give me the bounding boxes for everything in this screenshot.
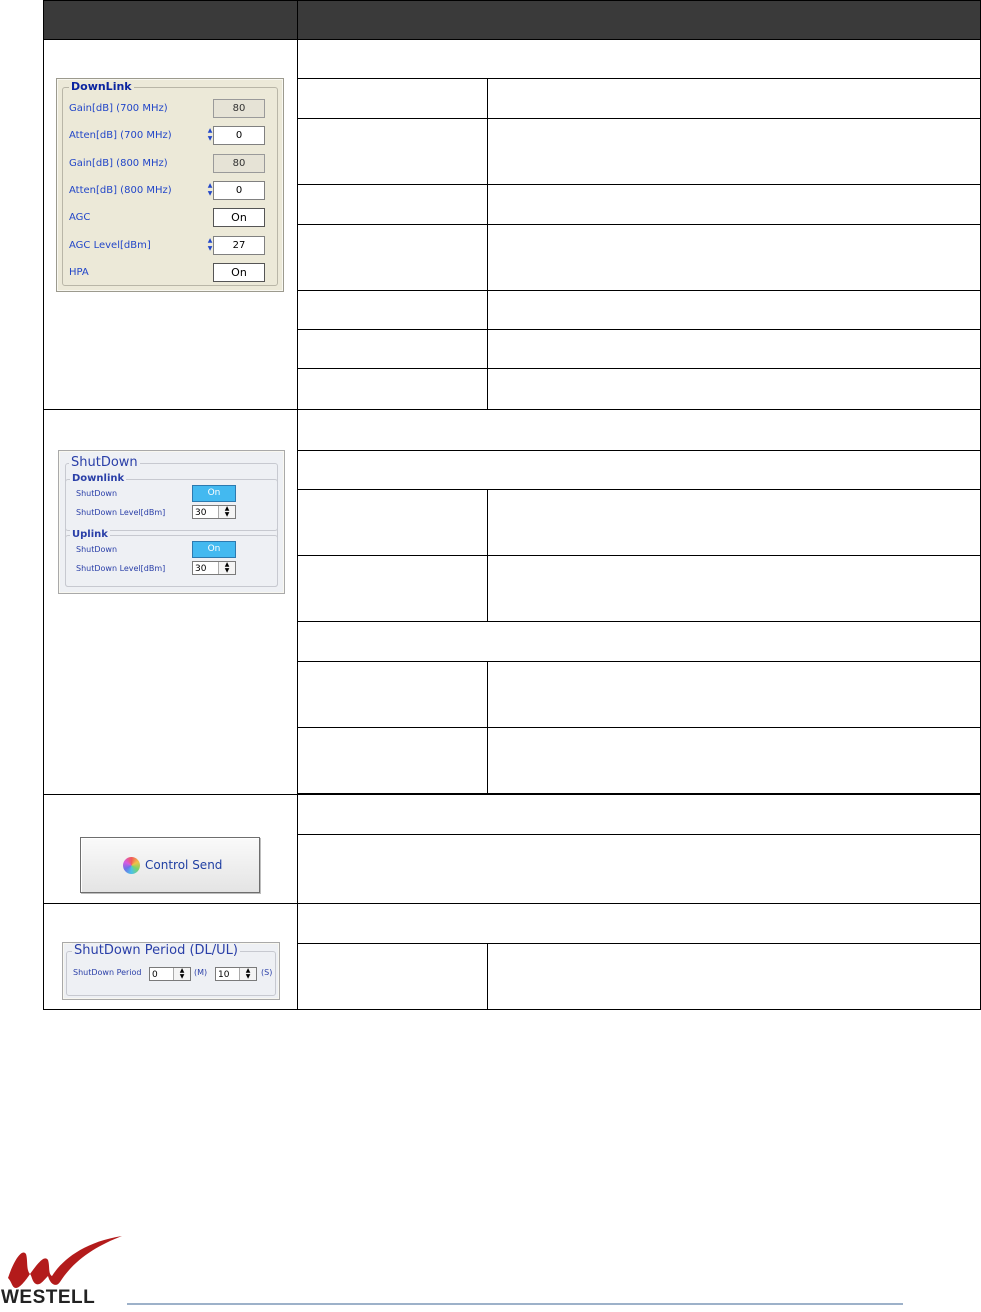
gain-800-row: [69, 154, 271, 174]
shutdown-title: ShutDown: [71, 455, 138, 470]
description-text-cell: [488, 225, 981, 291]
shutdown-uplink-level-value: 30: [195, 564, 207, 574]
shutdown-screenshot-cell: [44, 410, 298, 795]
atten-800-label: Atten[dB] (800 MHz): [69, 185, 172, 196]
description-text-cell: [488, 369, 981, 410]
description-name-cell: [298, 944, 488, 1010]
description-text-cell: [488, 944, 981, 1010]
atten-700-spin-arrows-icon[interactable]: ▲ ▼: [207, 127, 213, 142]
color-wheel-icon: [123, 857, 140, 874]
description-text-cell: [488, 119, 981, 185]
subheading-cell: [298, 622, 981, 662]
shutdown-downlink-toggle-button[interactable]: On: [192, 485, 236, 502]
shutdown-panel: [58, 450, 285, 594]
control-send-description-cell: [298, 795, 981, 835]
shutdown-section-row: [44, 410, 981, 451]
header-cell-screenshot: [44, 1, 298, 40]
description-name-cell: [298, 369, 488, 410]
downlink-screenshot-cell: [44, 40, 298, 410]
parameters-table: [43, 0, 981, 1010]
description-text-cell: [488, 330, 981, 369]
shutdown-period-seconds-value: 10: [218, 970, 230, 980]
downlink-description-cell: [298, 40, 981, 79]
hpa-row: [69, 263, 271, 283]
shutdown-uplink-toggle-button[interactable]: On: [192, 541, 236, 558]
gain-700-label: Gain[dB] (700 MHz): [69, 103, 168, 114]
subheading-cell: [298, 451, 981, 490]
description-name-cell: [298, 225, 488, 291]
description-text-cell: [488, 728, 981, 794]
description-text-cell: [488, 556, 981, 622]
shutdown-downlink-group: [65, 473, 278, 531]
agc-label: AGC: [69, 212, 91, 223]
agc-toggle-button[interactable]: On: [213, 208, 265, 227]
control-send-screenshot-cell: [44, 795, 298, 904]
downlink-panel: [56, 78, 284, 292]
westell-wordmark: WESTELL: [1, 1287, 96, 1308]
description-text-cell: [488, 490, 981, 556]
spin-arrows-icon[interactable]: ▲ ▼: [239, 968, 256, 980]
shutdown-uplink-group: [65, 529, 278, 587]
spin-arrows-icon[interactable]: ▲ ▼: [218, 506, 235, 518]
shutdown-description-cell: [298, 410, 981, 451]
gain-800-label: Gain[dB] (800 MHz): [69, 158, 168, 169]
footer-rule: [127, 1303, 903, 1305]
description-name-cell: [298, 728, 488, 794]
agc-level-input[interactable]: 27: [213, 236, 265, 255]
header-cell-description: [298, 1, 981, 40]
description-text-cell: [298, 835, 981, 904]
description-text-cell: [488, 662, 981, 728]
downlink-title: DownLink: [71, 80, 132, 93]
shutdown-period-panel: [62, 942, 280, 1000]
westell-swoosh-icon: [8, 1236, 122, 1288]
description-name-cell: [298, 662, 488, 728]
agc-row: [69, 208, 271, 228]
control-send-section-row: [44, 795, 981, 835]
shutdown-downlink-label: ShutDown: [76, 489, 118, 498]
shutdown-downlink-legend: Downlink: [72, 473, 125, 484]
minutes-unit-label: (M): [194, 968, 208, 977]
atten-700-label: Atten[dB] (700 MHz): [69, 130, 172, 141]
shutdown-period-row: [71, 967, 271, 981]
shutdown-downlink-level-value: 30: [195, 508, 207, 518]
description-name-cell: [298, 119, 488, 185]
agc-level-row: [69, 236, 271, 256]
shutdown-downlink-level-input[interactable]: [192, 505, 236, 519]
gain-800-field: 80: [213, 154, 265, 173]
seconds-unit-label: (S): [261, 968, 273, 977]
shutdown-downlink-level-label: ShutDown Level[dBm]: [76, 508, 166, 517]
gain-700-row: [69, 99, 271, 119]
shutdown-period-title: ShutDown Period (DL/UL): [74, 943, 238, 958]
atten-800-spin-arrows-icon[interactable]: ▲ ▼: [207, 182, 213, 197]
agc-level-spin-arrows-icon[interactable]: ▲ ▼: [207, 237, 213, 252]
shutdown-period-section-row: [44, 904, 981, 944]
shutdown-uplink-legend: Uplink: [72, 529, 108, 540]
atten-700-input[interactable]: 0: [213, 126, 265, 145]
atten-800-row: [69, 181, 271, 201]
description-name-cell: [298, 556, 488, 622]
atten-800-input[interactable]: 0: [213, 181, 265, 200]
shutdown-period-seconds-input[interactable]: [215, 967, 257, 981]
table-header-row: [44, 1, 981, 40]
shutdown-period-description-cell: [298, 904, 981, 944]
shutdown-period-label: ShutDown Period: [73, 968, 142, 977]
shutdown-period-screenshot-cell: [44, 904, 298, 1010]
shutdown-period-frame: [66, 943, 276, 996]
shutdown-uplink-level-label: ShutDown Level[dBm]: [76, 564, 166, 573]
spin-arrows-icon[interactable]: ▲ ▼: [173, 968, 190, 980]
shutdown-uplink-level-input[interactable]: [192, 561, 236, 575]
description-name-cell: [298, 490, 488, 556]
description-text-cell: [488, 79, 981, 119]
shutdown-uplink-label: ShutDown: [76, 545, 118, 554]
description-name-cell: [298, 185, 488, 225]
atten-700-row: [69, 126, 271, 146]
description-name-cell: [298, 330, 488, 369]
description-text-cell: [488, 185, 981, 225]
downlink-fieldset: [62, 80, 278, 286]
downlink-section-row: [44, 40, 981, 79]
description-name-cell: [298, 291, 488, 330]
hpa-toggle-button[interactable]: On: [213, 263, 265, 282]
gain-700-field: 80: [213, 99, 265, 118]
spin-arrows-icon[interactable]: ▲ ▼: [218, 562, 235, 574]
description-text-cell: [488, 291, 981, 330]
agc-level-label: AGC Level[dBm]: [69, 240, 151, 251]
shutdown-period-minutes-input[interactable]: [149, 967, 191, 981]
description-name-cell: [298, 79, 488, 119]
shutdown-period-minutes-value: 0: [152, 970, 158, 980]
hpa-label: HPA: [69, 267, 89, 278]
control-send-button[interactable]: [80, 837, 260, 893]
control-send-label: Control Send: [145, 858, 223, 872]
